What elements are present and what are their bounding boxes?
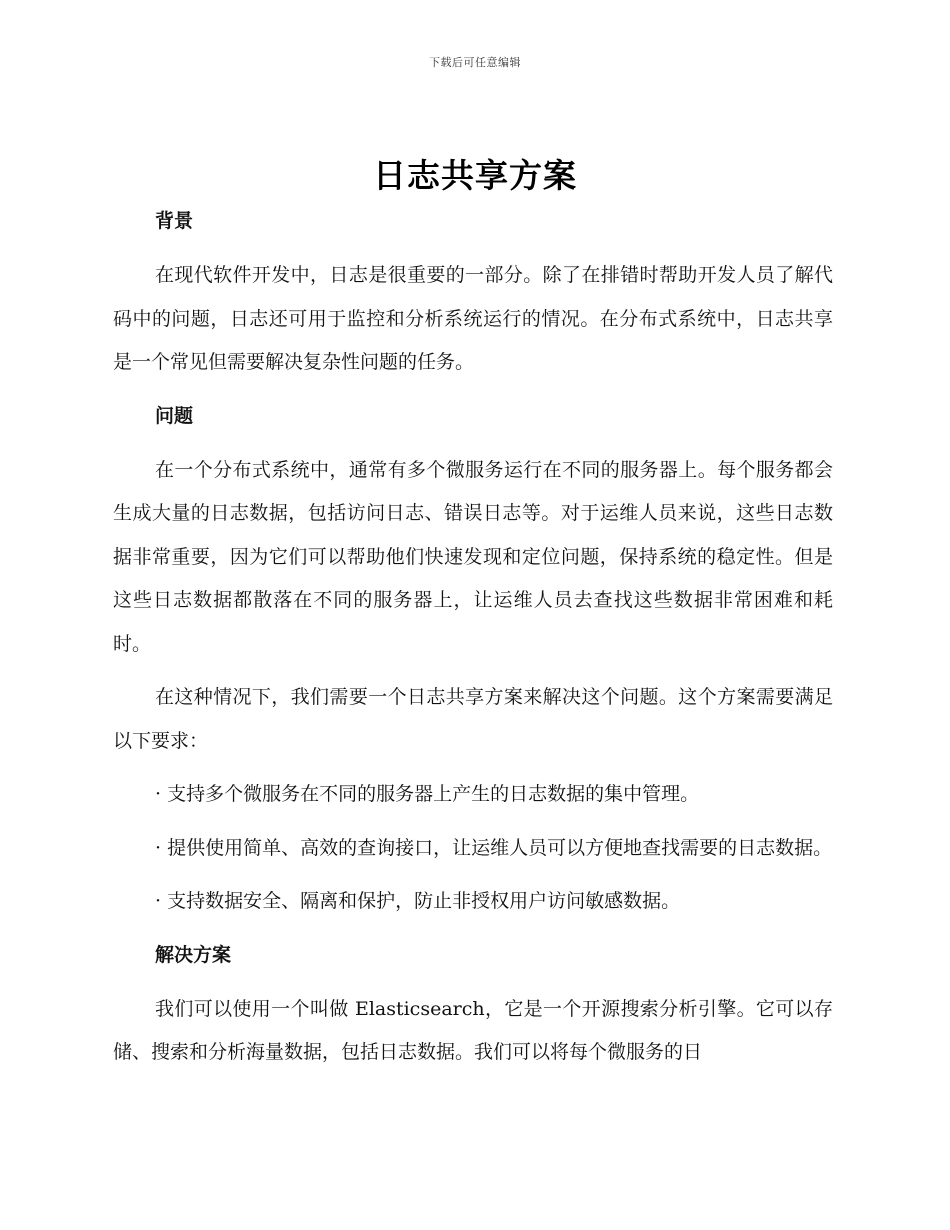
problem-paragraph-1: 在一个分布式系统中，通常有多个微服务运行在不同的服务器上。每个服务都会生成大量的日志数据，包括访问日志、错误日志等。对于运维人员来说，这些日志数据非常重要，因为它们可以帮助他们快速发现和定位问题，保持系统的稳定性。但是这些日志数据都散落在不同的服务器上，让运维人员去查找这些数据非常困难和耗时。 — [113, 458, 833, 655]
requirement-item-1: · 支持多个微服务在不同的服务器上产生的日志数据的集中管理。 — [155, 783, 700, 805]
section-heading-background: 背景 — [155, 210, 194, 232]
section-heading-problem: 问题 — [155, 404, 194, 427]
solution-paragraph: 我们可以使用一个叫做 Elasticsearch，它是一个开源搜索分析引擎。它可以存储、搜索和分析海量数据，包括日志数据。我们可以将每个微服务的日 — [113, 997, 833, 1063]
header-note: 下载后可任意编辑 — [429, 56, 521, 69]
document-body — [113, 200, 833, 1085]
document-title: 日志共享方案 — [373, 156, 577, 195]
requirement-item-2: · 提供使用简单、高效的查询接口，让运维人员可以方便地查找需要的日志数据。 — [155, 836, 833, 859]
background-paragraph: 在现代软件开发中，日志是很重要的一部分。除了在排错时帮助开发人员了解代码中的问题，日志还可用于监控和分析系统运行的情况。在分布式系统中，日志共享是一个常见但需要解决复杂性问题的任务。 — [113, 264, 833, 373]
requirement-item-3: · 支持数据安全、隔离和保护，防止非授权用户访问敏感数据。 — [155, 890, 681, 912]
section-heading-solution: 解决方案 — [155, 943, 232, 966]
problem-paragraph-2: 在这种情况下，我们需要一个日志共享方案来解决这个问题。这个方案需要满足以下要求： — [113, 686, 833, 752]
